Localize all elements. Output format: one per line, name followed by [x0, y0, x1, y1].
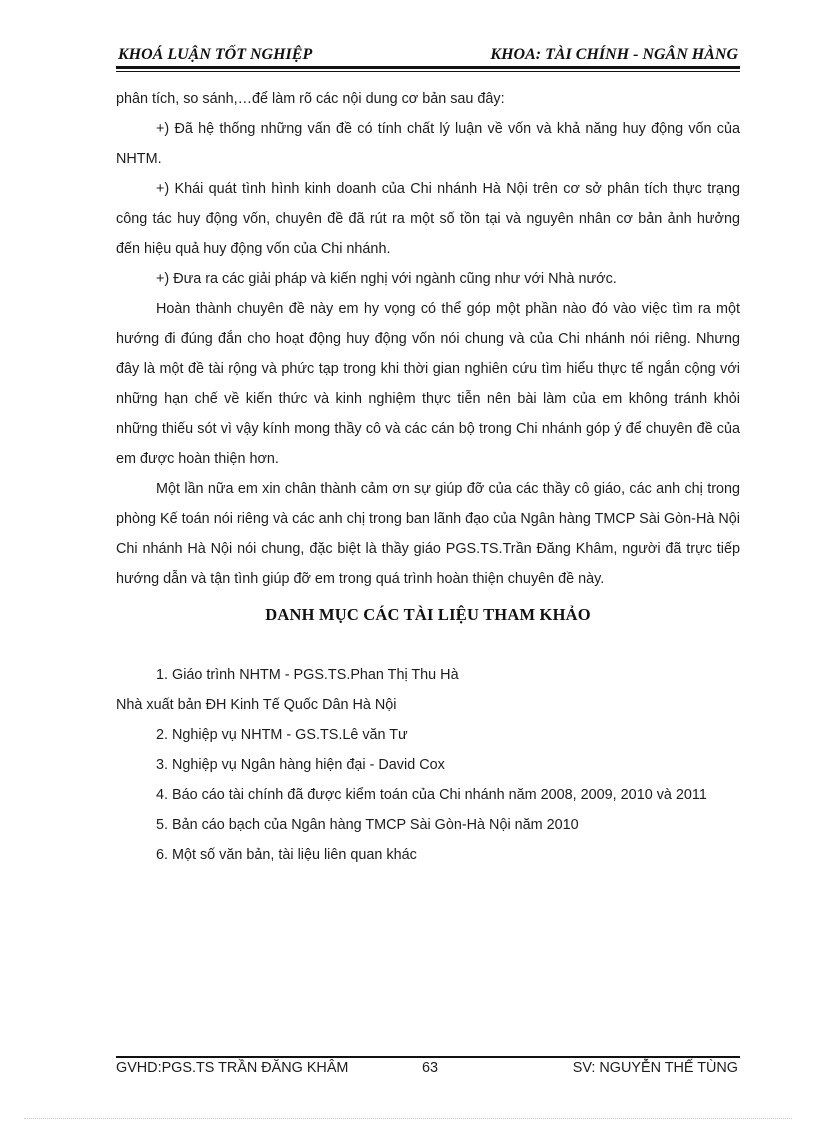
footer-advisor: GVHD:PGS.TS TRẦN ĐĂNG KHÂM: [116, 1060, 349, 1076]
footer-student: SV: NGUYỄN THẾ TÙNG: [572, 1060, 738, 1076]
paragraph-5: Hoàn thành chuyên đề này em hy vọng có thể góp một phần nào đó vào việc tìm ra một hướng đi đúng đắn cho hoạt động huy động vốn nói chung và của Chi nhánh nói riêng. Nhưng đây là một đề tài rộng và phức tạp trong khi thời gian nghiên cứu tìm hiểu thực tế ngắn cộng với những hạn chế về kiến thức và kinh nghiệm thực tiễn nên bài làm của em không tránh khỏi những thiếu sót vì vậy kính mong thầy cô và các cán bộ trong Chi nhánh góp ý để chuyên đề của em được hoàn thiện hơn.: [116, 301, 740, 467]
paragraph-4: +) Đưa ra các giải pháp và kiến nghị với ngành cũng như với Nhà nước.: [156, 271, 617, 287]
page-number: 63: [422, 1060, 439, 1076]
reference-item: 1. Giáo trình NHTM - PGS.TS.Phan Thị Thu Hà: [156, 667, 459, 683]
header-thesis-title: KHOÁ LUẬN TỐT NGHIỆP: [118, 46, 313, 63]
paragraph-6: Một lần nữa em xin chân thành cảm ơn sự giúp đỡ của các thầy cô giáo, các anh chị trong phòng Kế toán nói riêng và các anh chị trong ban lãnh đạo của Ngân hàng TMCP Sài Gòn-Hà Nội Chi nhánh Hà Nội nói chung, đặc biệt là thầy giáo PGS.TS.Trần Đăng Khâm, người đã trực tiếp hướng dẫn và tận tình giúp đỡ em trong quá trình hoàn thiện chuyên đề này.: [116, 481, 740, 587]
header-rule-thin: [116, 71, 740, 72]
header-rule: [116, 66, 740, 69]
header-faculty: KHOA: TÀI CHÍNH - NGÂN HÀNG: [490, 46, 738, 63]
page-body: [116, 84, 740, 870]
page-footer: [116, 1060, 740, 1082]
reference-item: 2. Nghiệp vụ NHTM - GS.TS.Lê văn Tư: [156, 727, 408, 743]
reference-item: 5. Bản cáo bạch của Ngân hàng TMCP Sài Gòn-Hà Nội năm 2010: [156, 817, 579, 833]
references-heading: DANH MỤC CÁC TÀI LIỆU THAM KHẢO: [265, 605, 591, 624]
reference-item: 6. Một số văn bản, tài liệu liên quan khác: [156, 847, 417, 863]
paragraph-3: +) Khái quát tình hình kinh doanh của Chi nhánh Hà Nội trên cơ sở phân tích thực trạng công tác huy động vốn, chuyên đề đã rút ra một số tồn tại và nguyên nhân cơ bản ảnh hưởng đến hiệu quả huy động vốn của Chi nhánh.: [116, 181, 740, 257]
reference-list: [116, 660, 740, 870]
reference-item: 4. Báo cáo tài chính đã được kiểm toán của Chi nhánh năm 2008, 2009, 2010 và 2011: [156, 787, 707, 803]
page-header: [116, 44, 740, 68]
page-edge-dotted-line: [24, 1118, 792, 1119]
footer-rule: [116, 1056, 740, 1058]
paragraph-2: +) Đã hệ thống những vấn đề có tính chất lý luận về vốn và khả năng huy động vốn của NHTM.: [116, 121, 740, 167]
reference-item: 3. Nghiệp vụ Ngân hàng hiện đại - David Cox: [156, 757, 445, 773]
reference-item: Nhà xuất bản ĐH Kinh Tế Quốc Dân Hà Nội: [116, 697, 397, 713]
paragraph-1: phân tích, so sánh,…để làm rõ các nội dung cơ bản sau đây:: [116, 91, 505, 107]
